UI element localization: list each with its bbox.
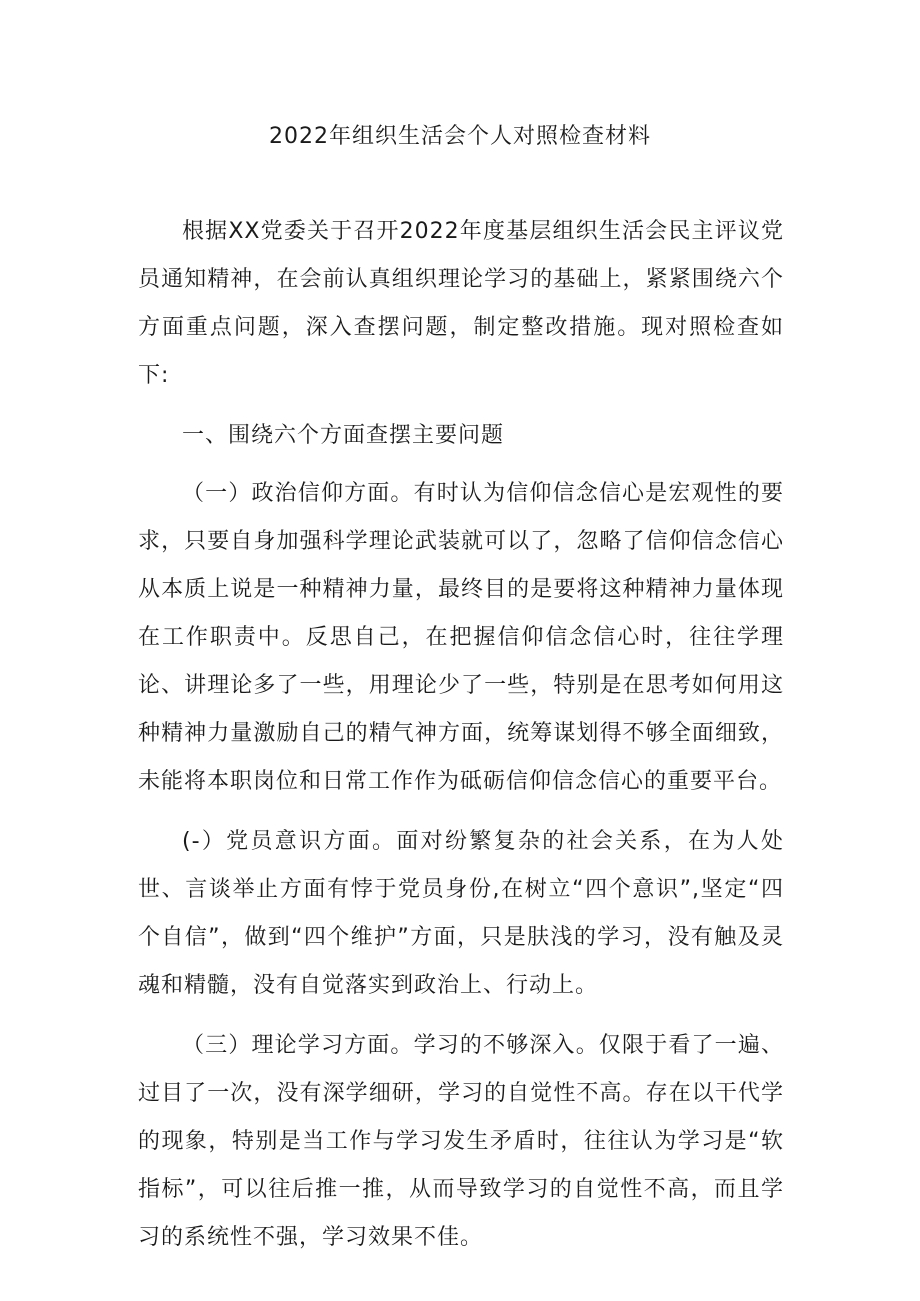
intro-paragraph: 根据XX党委关于召开2022年度基层组织生活会民主评议党员通知精神，在会前认真组织理论学习的基础上，紧紧围绕六个方面重点问题，深入查摆问题，制定整改措施。现对照检查如下: bbox=[138, 219, 784, 388]
theory-study-paragraph: （三）理论学习方面。学习的不够深入。仅限于看了一遍、过目了一次，没有深学细研，学习的自觉性不高。存在以干代学的现象，特别是当工作与学习发生矛盾时，往往认为学习是“软指标”，可以往后推一推，从而导致学习的自觉性不高，而且学习的系统性不强，学习效果不佳。 bbox=[138, 1033, 784, 1250]
section-heading: 一、围绕六个方面查摆主要问题 bbox=[182, 423, 505, 448]
document-title: 2022年组织生活会个人对照检查材料 bbox=[269, 124, 651, 149]
document-body bbox=[138, 208, 784, 1274]
party-awareness-paragraph: (-）党员意识方面。面对纷繁复杂的社会关系，在为人处世、言谈举止方面有悖于党员身份,在树立“四个意识”,坚定“四个自信”，做到“四个维护”方面，只是肤浅的学习，没有触及灵魂和精髓，没有自觉落实到政治上、行动上。 bbox=[138, 829, 784, 998]
political-belief-paragraph: （一）政治信仰方面。有时认为信仰信念信心是宏观性的要求，只要自身加强科学理论武装就可以了，忽略了信仰信念信心从本质上说是一种精神力量，最终目的是要将这种精神力量体现在工作职责中。反思自己，在把握信仰信念信心时，往往学理论、讲理论多了一些，用理论少了一些，特别是在思考如何用这种精神力量激励自己的精气神方面，统筹谋划得不够全面细致，未能将本职岗位和日常工作作为砥砺信仰信念信心的重要平台。 bbox=[138, 481, 784, 794]
